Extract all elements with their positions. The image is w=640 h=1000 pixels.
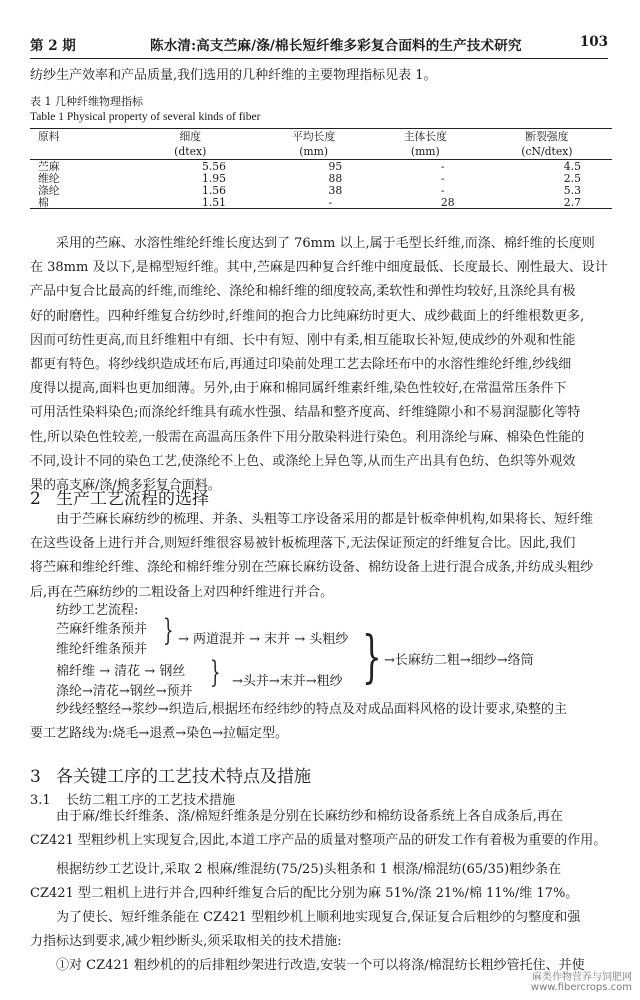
paragraph-technical-measures	[30, 906, 612, 979]
table-cell: -	[440, 159, 445, 173]
table-cell: 棉	[30, 196, 122, 209]
table-row	[30, 160, 612, 173]
table-cell: 5.56	[202, 159, 227, 173]
text-line: 在这些设备上进行并合,则短纤维很容易被针板梳理落下,无法保证预定的纤维复合比。因此,我们	[30, 536, 576, 552]
flow-polyester: 涤纶→清花→钢丝→预并	[56, 684, 193, 699]
section-title: 各关键工序的工艺技术特点及措施	[56, 767, 311, 787]
col-unit: (mm)	[258, 144, 368, 160]
text-line: 根据纺纱工艺设计,采取 2 根麻/维混纺(75/25)头粗条和 1 根涤/棉混纺(65/35)粗纱条在	[56, 862, 562, 877]
table-caption-cn: 表 1 几种纤维物理指标	[30, 95, 143, 108]
table-cell: 95	[328, 159, 343, 173]
table-cell: 4.5	[563, 159, 581, 173]
text-line: 纺纱生产效率和产品质量,我们选用的几种纤维的主要物理指标见表 1。	[30, 68, 437, 83]
text-line: 由于麻/维长纤维条、涤/棉短纤维条是分别在长麻纺纱和棉纺设备系统上各自成条后,再在	[56, 809, 563, 824]
text-line: CZ421 型粗纱机上实现复合,因此,本道工序产品的质量对整项产品的研发工作有着极为重要的作用。	[30, 833, 607, 849]
text-line: CZ421 型二粗机上进行并合,四种纤维复合后的配比分别为麻 51%/涤 21%/棉 11%/维 17%。	[30, 886, 579, 902]
table-row	[30, 184, 612, 196]
table-cell: -	[440, 183, 445, 197]
text-line: 果的高支麻/涤/棉多彩复合面料。	[30, 478, 221, 494]
running-header	[30, 34, 608, 58]
paragraph-dyeing-route	[30, 698, 612, 746]
col-header-main-length: 主体长度	[369, 129, 482, 145]
flow-ramie: 苎麻纤维条预并	[56, 622, 148, 637]
text-line: 可用活性染料染色;而涤纶纤维具有疏水性强、结晶和整齐度高、纤维缝隙小和不易润湿膨化等特	[30, 405, 581, 421]
section-number: 2	[30, 489, 41, 509]
flow-label: 纺纱工艺流程:	[56, 603, 139, 618]
table-header-row	[30, 129, 612, 145]
table-cell: 2.5	[563, 171, 581, 185]
flow-vinylon: 维纶纤维条预并	[56, 642, 148, 657]
section-heading-2	[30, 484, 209, 509]
text-line: 力指标达到要求,减少粗纱断头,须采取相关的技术措施:	[30, 934, 342, 950]
table-cell: 28	[369, 196, 482, 209]
table-cell: 1.51	[122, 196, 258, 209]
paragraph-blend-ratio	[30, 858, 612, 906]
subsection-number: 3.1	[30, 793, 51, 808]
col-unit: (mm)	[369, 144, 482, 160]
table-cell: 2.7	[482, 196, 612, 209]
text-line: 都更有特色。将纱线织造成坯布后,再通过印染前处理工艺去除坯布中的水溶性维纶纤维,纱线细	[30, 357, 572, 373]
text-line: 纱线经整经→浆纱→织造后,根据坯布经纬纱的特点及对成品面料风格的设计要求,染整的主	[56, 702, 568, 717]
running-title: 陈水清:高支苎麻/涤/棉长短纤维多彩复合面料的生产技术研究	[150, 38, 522, 54]
table-cell: 苎麻	[38, 159, 60, 173]
flow-cotton: 棉纤维 → 清花 → 钢丝	[56, 664, 186, 679]
col-header-strength: 断裂强度	[482, 129, 612, 145]
fiber-property-table	[30, 128, 612, 209]
watermark-site-name: 麻类作物营养与饲肥网	[532, 972, 632, 983]
text-line: 性,所以染色性较差,一般需在高温高压条件下用分散染料进行染色。利用涤纶与麻、棉染色性能的	[30, 429, 585, 445]
brace-bottom: }	[210, 655, 221, 690]
table-unit-row	[30, 144, 612, 160]
table-caption-en: Table 1 Physical property of several kinds of fiber	[30, 111, 261, 123]
page-number: 103	[579, 34, 608, 50]
section-title: 生产工艺流程的选择	[56, 489, 209, 509]
text-line: 产品中复合比最高的纤维,而维纶、涤纶和棉纤维的细度较高,柔软性和弹性均较好,且涤纶具有极	[30, 284, 576, 300]
brace-top: }	[163, 613, 174, 648]
table-cell: 1.95	[202, 171, 227, 185]
col-header-material: 原料	[30, 129, 122, 145]
intro-line	[30, 64, 612, 88]
text-line: 后,再在苎麻纺纱的二粗设备上对四种纤维进行并合。	[30, 584, 334, 600]
flow-top-chain: → 两道混并 → 末并 → 头粗纱	[178, 632, 349, 647]
text-line: 由于苎麻长麻纺纱的梳理、并条、头粗等工序设备采用的都是针板牵伸机构,如果将长、短纤维	[56, 512, 594, 527]
section-heading-3	[30, 762, 311, 787]
text-line: 采用的苎麻、水溶性维纶纤维长度达到了 76mm 以上,属于毛型长纤维,而涤、棉纤维的长度则	[56, 236, 595, 251]
table-cell: 涤纶	[38, 183, 60, 197]
text-line: 不同,设计不同的染色工艺,使涤纶不上色、或涤纶上异色等,从而生产出具有色纺、色织等外观效	[30, 453, 576, 469]
header-rule	[30, 58, 608, 59]
table-cell: -	[258, 196, 368, 209]
paragraph-roving-composite	[30, 805, 612, 853]
section-number: 3	[30, 767, 41, 787]
text-line: 要工艺路线为:烧毛→退煮→染色→拉幅定型。	[30, 726, 289, 742]
text-line: 将苎麻和维纶纤维、涤纶和棉纤维分别在苎麻长麻纺设备、棉纺设备上进行混合成条,并纺成头粗纱	[30, 560, 594, 576]
text-line: ①对 CZ421 粗纱机的的后排粗纱架进行改造,安装一个可以将涤/棉混纺长粗纱管托住、并使	[56, 958, 585, 974]
col-header-fineness: 细度	[122, 129, 258, 145]
watermark-url: www.fibercrops.com	[530, 982, 632, 993]
table-cell: -	[440, 171, 445, 185]
text-line: 为了使长、短纤维条能在 CZ421 型粗纱机上顺利地实现复合,保证复合后粗纱的匀整度和强	[56, 910, 581, 925]
table-cell: 5.3	[563, 183, 581, 197]
subsection-title: 长纺二粗工序的工艺技术措施	[66, 793, 236, 808]
flow-bottom-chain: →头并→末并→粗纱	[232, 674, 343, 689]
col-unit: (cN/dtex)	[482, 144, 612, 160]
table-cell: 38	[328, 183, 343, 197]
paragraph-process-choice	[30, 508, 612, 605]
col-header-mean-length: 平均长度	[258, 129, 368, 145]
flow-final-chain: →长麻纺二粗→细纱→络筒	[384, 653, 534, 668]
table-cell: 1.56	[202, 183, 227, 197]
brace-merge: }	[362, 625, 382, 690]
table-cell: 88	[328, 171, 343, 185]
table-row	[30, 196, 612, 209]
paragraph-fiber-analysis	[30, 232, 612, 498]
issue-number: 第 2 期	[30, 38, 76, 54]
table-cell: 维纶	[38, 171, 60, 185]
col-unit: (dtex)	[122, 144, 258, 160]
text-line: 在 38mm 及以下,是棉型短纤维。其中,苎麻是四种复合纤维中细度最低、长度最长、刚性最大、设计	[30, 260, 608, 276]
table-row	[30, 172, 612, 184]
text-line: 好的耐磨性。四种纤维复合纺纱时,纤维间的抱合力比纯麻纺时更大、成纱截面上的纤维根数更多,	[30, 308, 585, 324]
text-line: 因而可纺性更高,而且纤维粗中有细、长中有短、刚中有柔,相互能取长补短,使成纱的外观和性能	[30, 332, 576, 348]
text-line: 度得以提高,面料也更加细薄。另外,由于麻和棉同属纤维素纤维,染色性较好,在常温常压条件下	[30, 381, 567, 397]
col-unit	[30, 144, 122, 160]
